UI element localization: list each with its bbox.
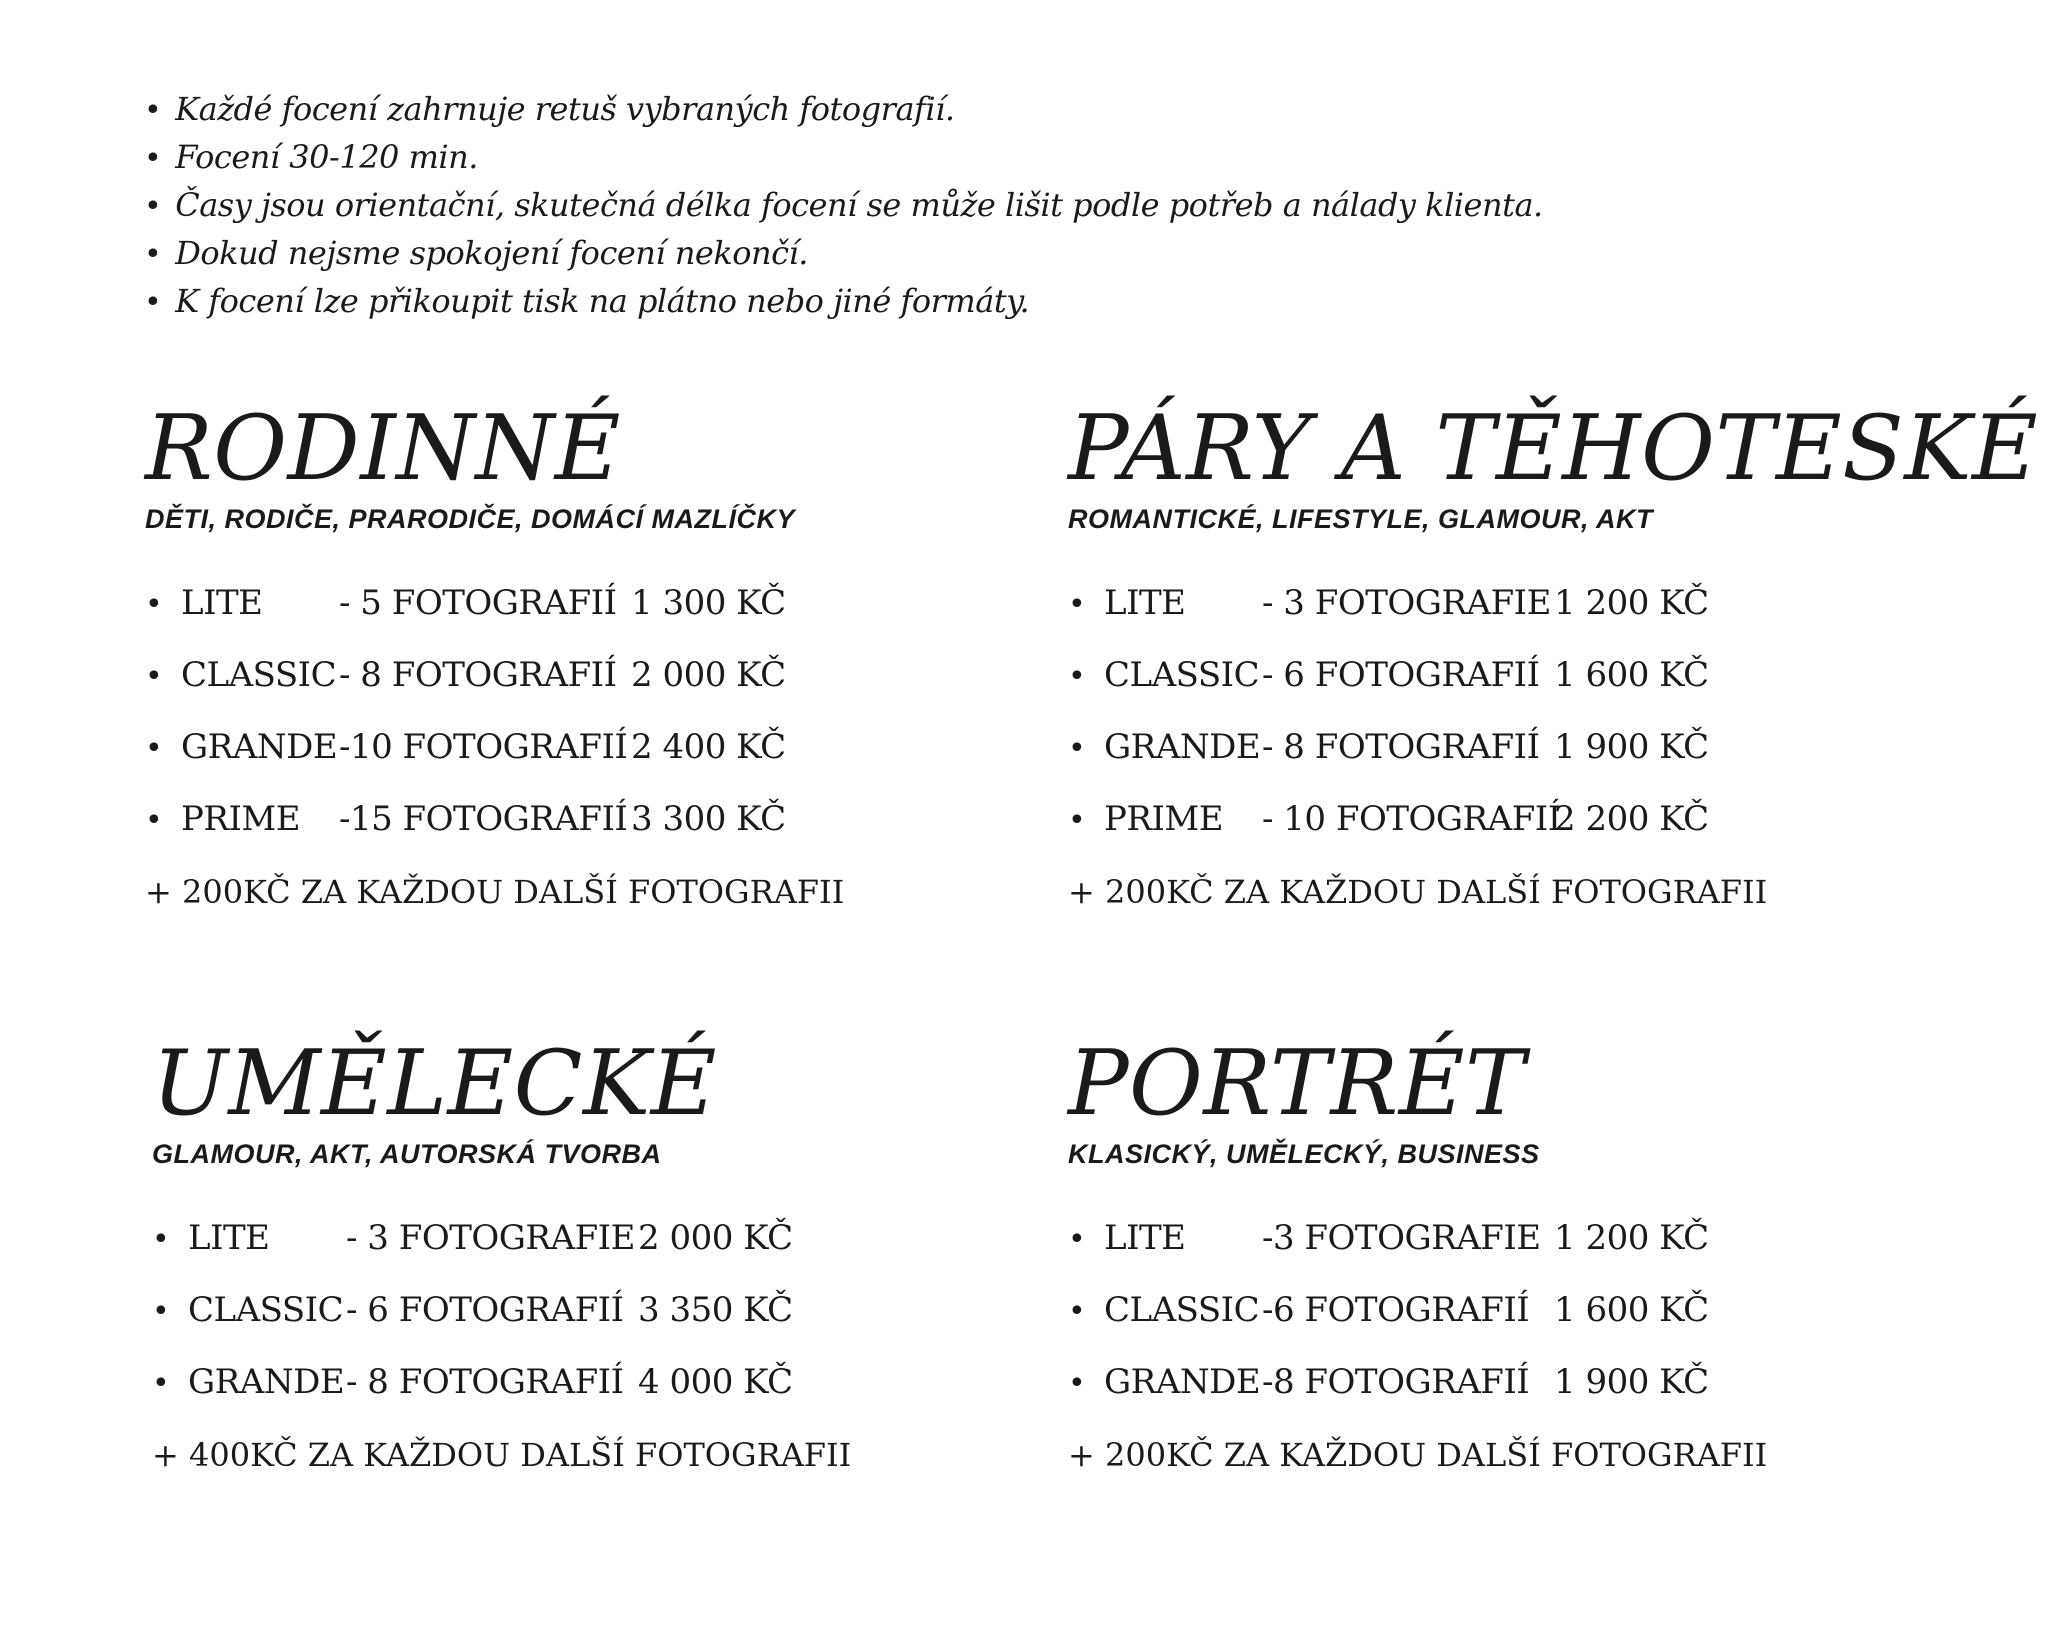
bullet-icon: • bbox=[145, 802, 163, 838]
package-row bbox=[1068, 726, 1998, 767]
package-price: 1 600 KČ bbox=[1554, 654, 1709, 695]
package-price: 3 350 KČ bbox=[638, 1289, 793, 1330]
bullet-icon: • bbox=[1068, 658, 1086, 694]
section-title: PORTRÉT bbox=[1068, 1031, 1526, 1136]
section-rodinne bbox=[145, 398, 975, 911]
bullet-icon: • bbox=[144, 93, 162, 128]
note-text: Focení 30-120 min. bbox=[175, 138, 478, 176]
package-count: -8 FOTOGRAFIÍ bbox=[1262, 1361, 1530, 1402]
bullet-icon: • bbox=[144, 237, 162, 272]
package-row bbox=[145, 798, 975, 839]
package-price: 4 000 KČ bbox=[638, 1361, 793, 1402]
package-price: 1 600 KČ bbox=[1554, 1289, 1709, 1330]
package-count: - 3 FOTOGRAFIE bbox=[1262, 582, 1551, 623]
package-count: - 5 FOTOGRAFIÍ bbox=[339, 582, 617, 623]
package-name: GRANDE bbox=[1104, 726, 1261, 767]
note-text: Dokud nejsme spokojení focení nekončí. bbox=[175, 234, 808, 272]
note-text: Každé focení zahrnuje retuš vybraných fotografií. bbox=[175, 90, 955, 128]
package-name: LITE bbox=[188, 1217, 270, 1258]
package-row bbox=[152, 1217, 982, 1258]
package-name: CLASSIC bbox=[1104, 654, 1260, 695]
package-price: 1 900 KČ bbox=[1554, 1361, 1709, 1402]
note-line bbox=[144, 182, 1543, 230]
bullet-icon: • bbox=[144, 141, 162, 176]
package-name: PRIME bbox=[1104, 798, 1224, 839]
section-title: UMĚLECKÉ bbox=[152, 1031, 717, 1136]
bullet-icon: • bbox=[1068, 586, 1086, 622]
package-row bbox=[145, 654, 975, 695]
bullet-icon: • bbox=[152, 1293, 170, 1329]
note-line bbox=[144, 134, 1543, 182]
bullet-icon: • bbox=[1068, 1293, 1086, 1329]
package-row bbox=[1068, 798, 1998, 839]
package-count: -10 FOTOGRAFIÍ bbox=[339, 726, 628, 767]
bullet-icon: • bbox=[152, 1365, 170, 1401]
section-subtitle: ROMANTICKÉ, LIFESTYLE, GLAMOUR, AKT bbox=[1068, 503, 1653, 534]
package-name: LITE bbox=[1104, 582, 1186, 623]
note-line bbox=[144, 230, 1543, 278]
bullet-icon: • bbox=[1068, 730, 1086, 766]
package-row bbox=[145, 726, 975, 767]
bullet-icon: • bbox=[1068, 1365, 1086, 1401]
bullet-icon: • bbox=[145, 586, 163, 622]
extra-photo-note: + 200KČ ZA KAŽDOU DALŠÍ FOTOGRAFII bbox=[1068, 872, 1768, 911]
package-name: LITE bbox=[1104, 1217, 1186, 1258]
bullet-icon: • bbox=[1068, 1221, 1086, 1257]
package-price: 1 200 KČ bbox=[1554, 582, 1709, 623]
section-pary-a-tehoteske bbox=[1068, 396, 2039, 911]
package-count: - 3 FOTOGRAFIE bbox=[346, 1217, 635, 1258]
section-subtitle: GLAMOUR, AKT, AUTORSKÁ TVORBA bbox=[152, 1138, 662, 1169]
bullet-icon: • bbox=[1068, 802, 1086, 838]
bullet-icon: • bbox=[145, 658, 163, 694]
package-count: -6 FOTOGRAFIÍ bbox=[1262, 1289, 1530, 1330]
package-name: GRANDE bbox=[188, 1361, 345, 1402]
package-price: 2 000 KČ bbox=[631, 654, 786, 695]
package-price: 2 400 KČ bbox=[631, 726, 786, 767]
package-price: 1 300 KČ bbox=[631, 582, 786, 623]
package-name: PRIME bbox=[181, 798, 301, 839]
bullet-icon: • bbox=[152, 1221, 170, 1257]
package-name: CLASSIC bbox=[1104, 1289, 1260, 1330]
note-text: K focení lze přikoupit tisk na plátno nebo jiné formáty. bbox=[175, 282, 1030, 320]
extra-photo-note: + 400KČ ZA KAŽDOU DALŠÍ FOTOGRAFII bbox=[152, 1435, 852, 1474]
package-price: 1 900 KČ bbox=[1554, 726, 1709, 767]
package-price: 1 200 KČ bbox=[1554, 1217, 1709, 1258]
package-count: - 8 FOTOGRAFIÍ bbox=[346, 1361, 624, 1402]
section-subtitle: KLASICKÝ, UMĚLECKÝ, BUSINESS bbox=[1068, 1138, 1540, 1169]
section-portret bbox=[1068, 1033, 1998, 1474]
package-row bbox=[152, 1361, 982, 1402]
package-row bbox=[1068, 582, 1998, 623]
note-text: Časy jsou orientační, skutečná délka focení se může lišit podle potřeb a nálady klienta. bbox=[175, 186, 1543, 224]
package-list bbox=[145, 582, 975, 839]
package-price: 3 300 KČ bbox=[631, 798, 786, 839]
section-title: PÁRY A TĚHOTESKÉ bbox=[1068, 396, 2039, 501]
bullet-icon: • bbox=[145, 730, 163, 766]
note-line bbox=[144, 86, 1543, 134]
bullet-icon: • bbox=[144, 189, 162, 224]
note-line bbox=[144, 278, 1543, 326]
package-count: -15 FOTOGRAFIÍ bbox=[339, 798, 628, 839]
package-count: - 8 FOTOGRAFIÍ bbox=[339, 654, 617, 695]
intro-notes-list bbox=[144, 86, 1543, 326]
section-subtitle: DĚTI, RODIČE, PRARODIČE, DOMÁCÍ MAZLÍČKY bbox=[145, 503, 796, 534]
package-row bbox=[1068, 654, 1998, 695]
package-list bbox=[1068, 1217, 1998, 1402]
package-row bbox=[1068, 1361, 1998, 1402]
package-name: CLASSIC bbox=[181, 654, 337, 695]
extra-photo-note: + 200KČ ZA KAŽDOU DALŠÍ FOTOGRAFII bbox=[145, 872, 845, 911]
extra-photo-note: + 200KČ ZA KAŽDOU DALŠÍ FOTOGRAFII bbox=[1068, 1435, 1768, 1474]
package-list bbox=[152, 1217, 982, 1402]
package-list bbox=[1068, 582, 1998, 839]
package-name: GRANDE bbox=[181, 726, 338, 767]
package-name: CLASSIC bbox=[188, 1289, 344, 1330]
package-row bbox=[1068, 1217, 1998, 1258]
package-count: - 8 FOTOGRAFIÍ bbox=[1262, 726, 1540, 767]
package-count: - 6 FOTOGRAFIÍ bbox=[1262, 654, 1540, 695]
package-count: - 6 FOTOGRAFIÍ bbox=[346, 1289, 624, 1330]
package-name: GRANDE bbox=[1104, 1361, 1261, 1402]
package-name: LITE bbox=[181, 582, 263, 623]
package-row bbox=[1068, 1289, 1998, 1330]
package-row bbox=[152, 1289, 982, 1330]
bullet-icon: • bbox=[144, 285, 162, 320]
package-row bbox=[145, 582, 975, 623]
package-count: - 10 FOTOGRAFIÍ bbox=[1262, 798, 1561, 839]
package-price: 2 200 KČ bbox=[1554, 798, 1709, 839]
section-title: RODINNÉ bbox=[145, 396, 621, 501]
package-count: -3 FOTOGRAFIE bbox=[1262, 1217, 1541, 1258]
package-price: 2 000 KČ bbox=[638, 1217, 793, 1258]
section-umelecke bbox=[152, 1033, 982, 1474]
